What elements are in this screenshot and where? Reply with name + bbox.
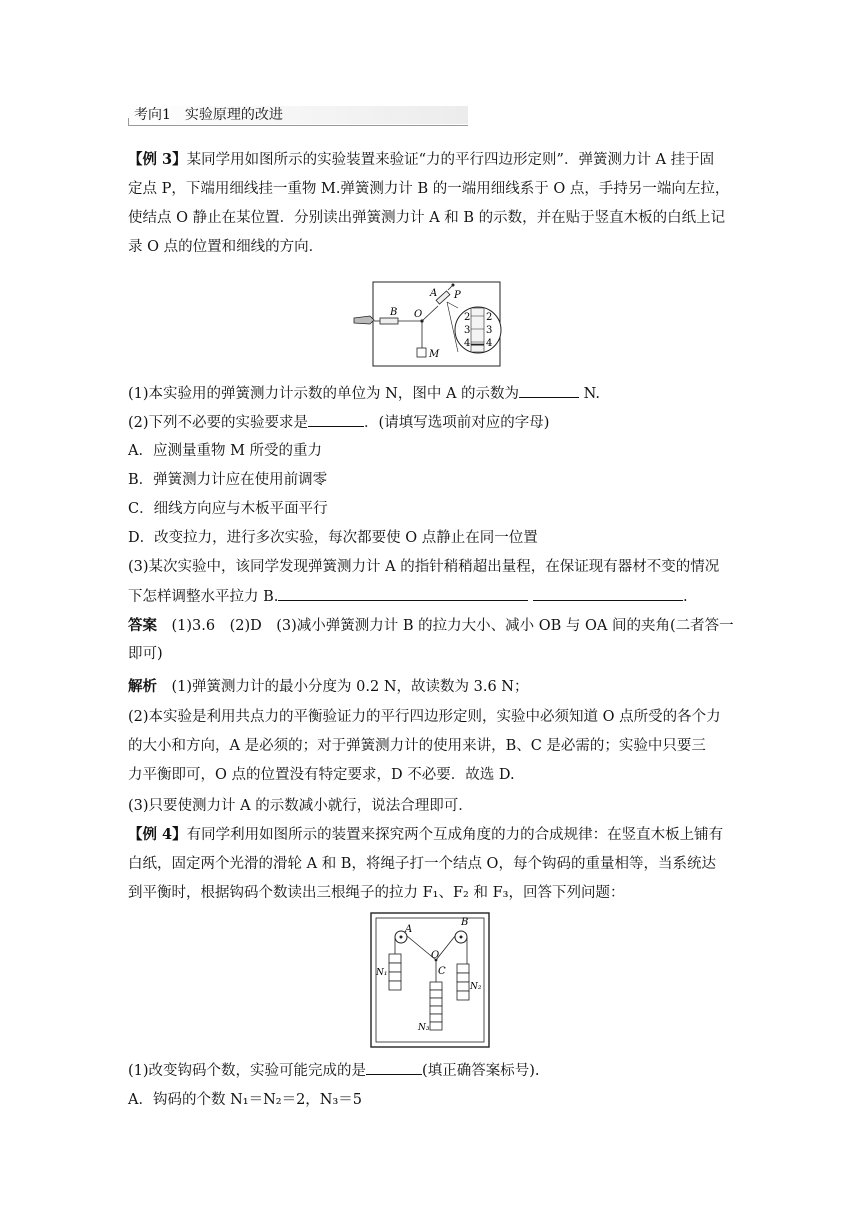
ex4-option-a: A．钩码的个数 N₁＝N₂＝2，N₃＝5	[128, 1092, 363, 1108]
ex3-option-d: D．改变拉力，进行多次实验，每次都要使 O 点静止在同一位置	[128, 530, 538, 546]
label-b-2: B	[461, 917, 469, 928]
ex3-line-1: 【例 3】某同学用如图所示的实验装置来验证“力的平行四边形定则”．弹簧测力计 A 挂于固	[128, 151, 715, 168]
hand-icon	[354, 316, 374, 324]
ex3-line-3: 使结点 O 静止在某位置．分别读出弹簧测力计 A 和 B 的示数，并在贴于竖直木板的白纸上记	[128, 210, 726, 226]
section-header-underline	[128, 125, 468, 126]
analysis-label: 解析	[128, 678, 157, 695]
ex3-line-2: 定点 P，下端用细线挂一重物 M.弹簧测力计 B 的一端用细线系于 O 点，手持另一端向左拉，	[128, 181, 730, 197]
section-title: 考向1 实验原理的改进	[134, 107, 283, 123]
answer-blank-q1[interactable]	[519, 383, 579, 398]
label-n2: N₂	[470, 982, 482, 992]
ex3-answer-line-1: 答案 (1)3.6 (2)D (3)减小弹簧测力计 B 的拉力大小、减小 OB 与 OA 间的夹角(二者答一	[128, 617, 734, 634]
section-header-tick	[128, 118, 129, 126]
ex4-line-3: 到平衡时，根据钩码个数读出三根绳子的拉力 F₁、F₂ 和 F₃，回答下列问题：	[128, 885, 625, 901]
spring-balance-b	[380, 318, 398, 324]
scale-tick-2-left: 2	[464, 312, 471, 323]
scale-tick-3-right: 3	[486, 325, 493, 336]
ex3-analysis-line-5: (3)只要使测力计 A 的示数减小就行，说法合理即可．	[128, 798, 473, 814]
ex4-line-1: 【例 4】有同学利用如图所示的装置来探究两个互成角度的力的合成规律：在竖直木板上铺有	[128, 826, 724, 843]
answer-blank-q2[interactable]	[308, 412, 364, 427]
label-c: C	[438, 966, 446, 977]
fixed-point-p	[452, 284, 455, 287]
label-n1: N₁	[376, 968, 388, 978]
answer-blank-q3a[interactable]	[278, 586, 528, 601]
pulley-figure	[370, 912, 490, 1048]
ex3-q2: (2)下列不必要的实验要求是 ．(请填写选项前对应的字母)	[128, 412, 549, 433]
string-oa	[422, 306, 438, 321]
ex3-analysis-line-3: 的大小和方向，A 是必须的；对于弹簧测力计的使用来讲，B、C 是必需的；实验中只要三	[128, 738, 706, 754]
label-a: A	[430, 288, 438, 299]
ex3-q3-line-2: 下怎样调整水平拉力 B. .	[128, 586, 688, 607]
label-o: O	[414, 309, 423, 320]
ex3-q3-line-1: (3)某次实验中，该同学发现弹簧测力计 A 的指针稍稍超出量程，在保证现有器材不变的情况	[128, 559, 720, 575]
answer-label: 答案	[128, 617, 157, 634]
ex3-analysis-line-2: (2)本实验是利用共点力的平衡验证力的平行四边形定则，实验中必须知道 O 点所受的各个力	[128, 709, 721, 725]
label-b: B	[390, 307, 398, 318]
scale-tick-2-right: 2	[486, 312, 493, 323]
ex3-option-a: A．应测量重物 M 所受的重力	[128, 443, 323, 459]
answer-blank-q3b[interactable]	[533, 586, 683, 601]
ex4-q1: (1)改变钩码个数，实验可能完成的是 (填正确答案标号).	[128, 1060, 539, 1081]
ex3-line-4: 录 O 点的位置和细线的方向．	[128, 239, 324, 255]
ex4-tag: 【例 4】	[128, 826, 187, 843]
spring-balance-figure	[350, 278, 510, 368]
label-o-2: O	[431, 950, 440, 961]
spring-balance-a	[436, 291, 450, 304]
label-n3: N₃	[418, 1023, 430, 1033]
ex3-answer-line-2: 即可)	[128, 646, 163, 662]
scale-tick-3-left: 3	[464, 325, 471, 336]
ex3-analysis-line-1: 解析 (1)弹簧测力计的最小分度为 0.2 N，故读数为 3.6 N；	[128, 678, 529, 695]
ex3-q1: (1)本实验用的弹簧测力计示数的单位为 N，图中 A 的示数为 N.	[128, 383, 600, 404]
scale-tick-4-right: 4	[486, 338, 493, 349]
ex3-analysis-line-4: 力平衡即可，O 点的位置没有特定要求，D 不必要．故选 D.	[128, 767, 515, 783]
ex3-option-b: B．弹簧测力计应在使用前调零	[128, 472, 328, 488]
scale-tick-4-left: 4	[464, 338, 471, 349]
ex3-option-c: C．细线方向应与木板平面平行	[128, 501, 328, 517]
label-m: M	[429, 349, 440, 360]
answer-blank-ex4-q1[interactable]	[366, 1060, 422, 1075]
ex4-line-2: 白纸，固定两个光滑的滑轮 A 和 B，将绳子打一个结点 O，每个钩码的重量相等，当系统达	[128, 856, 716, 872]
label-a-2: A	[405, 924, 413, 935]
label-p: P	[454, 290, 461, 301]
weight-m	[417, 348, 426, 357]
ex3-tag: 【例 3】	[128, 151, 187, 168]
